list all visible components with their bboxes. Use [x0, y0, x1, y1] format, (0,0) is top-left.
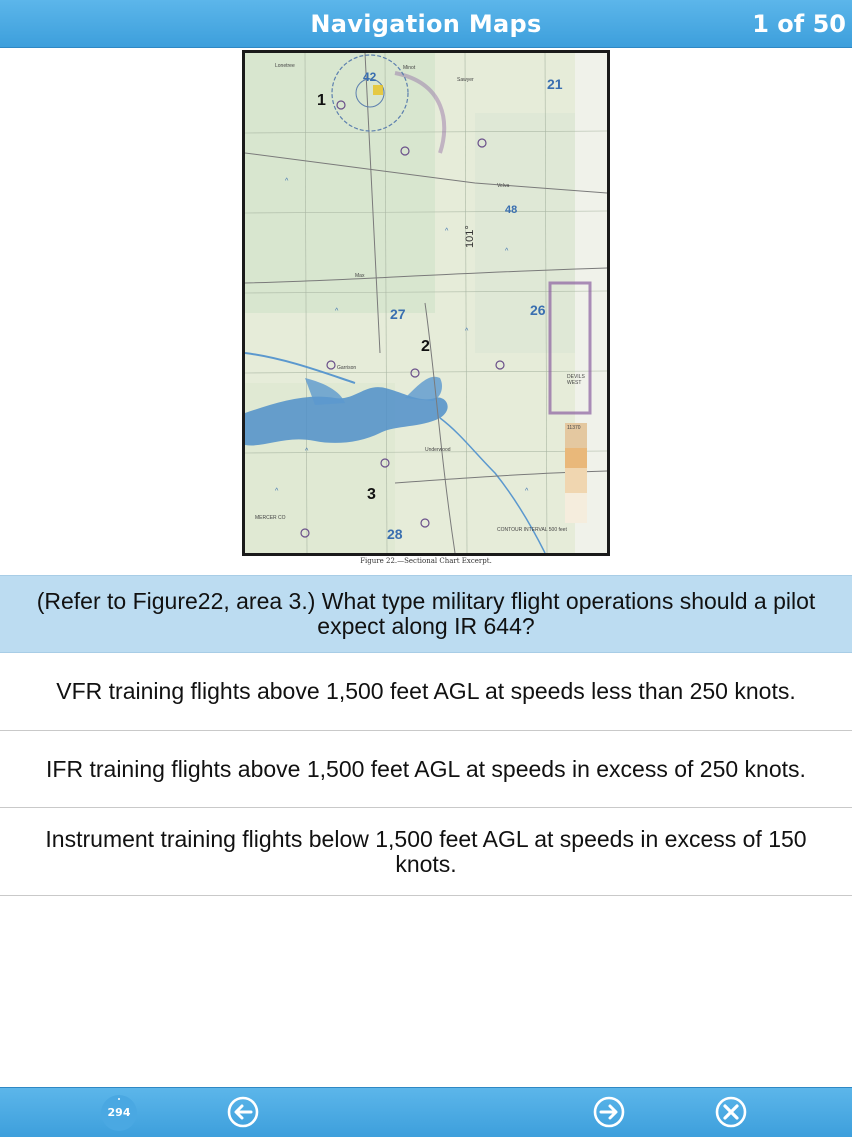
svg-text:^: ^ [525, 488, 529, 495]
answer-option-3[interactable]: Instrument training flights below 1,500 feet AGL at speeds in excess of 150 knots. [0, 808, 852, 896]
svg-text:^: ^ [335, 308, 339, 315]
svg-text:Underwood: Underwood [425, 447, 451, 453]
figure [242, 50, 610, 570]
svg-text:26: 26 [530, 302, 546, 318]
svg-text:^: ^ [305, 448, 309, 455]
top-bar [0, 0, 852, 48]
svg-text:1: 1 [317, 92, 326, 109]
svg-text:11370: 11370 [567, 425, 581, 431]
arrow-right-circle-icon[interactable] [593, 1096, 625, 1128]
svg-text:3: 3 [367, 486, 376, 503]
badge-dot [118, 1098, 120, 1100]
svg-text:Velva: Velva [497, 183, 510, 189]
svg-text:^: ^ [445, 228, 449, 235]
svg-text:42: 42 [363, 70, 377, 84]
svg-text:101°: 101° [464, 225, 476, 248]
bottom-toolbar [0, 1087, 852, 1137]
question-counter: 1 of 50 [752, 10, 846, 38]
svg-text:Minot: Minot [403, 65, 416, 71]
svg-text:^: ^ [465, 328, 469, 335]
figure-caption: Figure 22.—Sectional Chart Excerpt. [360, 557, 492, 565]
svg-text:^: ^ [505, 248, 509, 255]
svg-text:MERCER CO: MERCER CO [255, 515, 286, 521]
question-text: (Refer to Figure22, area 3.) What type military flight operations should a pilot expect along IR 644? [0, 575, 852, 653]
question-count-badge[interactable] [101, 1095, 137, 1131]
arrow-left-circle-icon[interactable] [227, 1096, 259, 1128]
svg-text:CONTOUR INTERVAL 500 feet: CONTOUR INTERVAL 500 feet [497, 527, 567, 533]
page-title: Navigation Maps [310, 10, 542, 38]
close-circle-icon[interactable] [715, 1096, 747, 1128]
svg-text:^: ^ [275, 488, 279, 495]
svg-text:Max: Max [355, 273, 365, 279]
sectional-chart-image [242, 50, 610, 556]
svg-text:Lonetree: Lonetree [275, 63, 295, 69]
svg-text:Garrison: Garrison [337, 365, 357, 371]
svg-text:DEVILS: DEVILS [567, 374, 585, 380]
svg-text:48: 48 [505, 204, 518, 216]
svg-text:WEST: WEST [567, 380, 582, 386]
svg-text:^: ^ [285, 178, 289, 185]
svg-text:28: 28 [387, 526, 403, 542]
answer-option-2[interactable]: IFR training flights above 1,500 feet AGL at speeds in excess of 250 knots. [0, 731, 852, 808]
svg-text:21: 21 [547, 76, 563, 92]
answer-option-1[interactable]: VFR training flights above 1,500 feet AGL at speeds less than 250 knots. [0, 653, 852, 731]
svg-text:2: 2 [421, 338, 430, 355]
svg-text:Sawyer: Sawyer [457, 77, 474, 83]
svg-text:27: 27 [390, 306, 406, 322]
question-count-label: 294 [107, 1106, 131, 1119]
